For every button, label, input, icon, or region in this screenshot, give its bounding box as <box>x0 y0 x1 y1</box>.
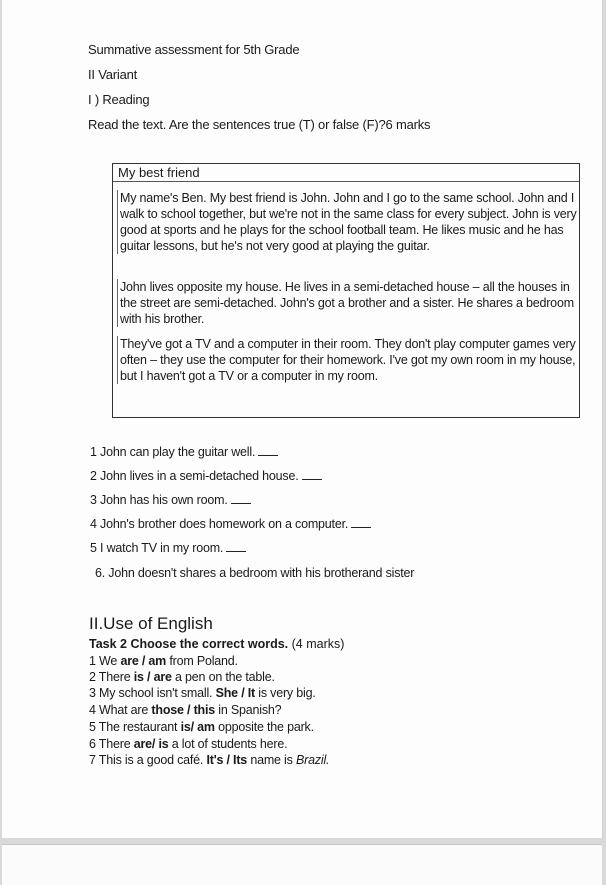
page-title: Summative assessment for 5th Grade <box>88 42 300 57</box>
section-reading-heading: I ) Reading <box>88 92 150 107</box>
answer-blank[interactable] <box>226 551 246 552</box>
reading-paragraph-1: My name's Ben. My best friend is John. John and I go to the same school. John and I walk to school together, but we're not in the same class for every subject. John is very good at sports and he plays for the school football team. He likes music and he has guitar lessons, but he's not very good at playing the guitar. <box>117 190 578 254</box>
answer-blank[interactable] <box>258 455 278 456</box>
next-page-edge <box>2 844 602 885</box>
question-3: 3 John has his own room. <box>90 493 251 507</box>
question-5: 5 I watch TV in my room. <box>90 541 246 555</box>
question-4: 4 John's brother does homework on a computer. <box>90 517 371 531</box>
reading-text-box <box>112 163 580 418</box>
question-2: 2 John lives in a semi-detached house. <box>90 469 322 483</box>
grammar-item-4: 4 What are those / this in Spanish? <box>89 703 282 717</box>
answer-blank[interactable] <box>231 503 251 504</box>
grammar-item-6: 6 There are/ is a lot of students here. <box>89 737 288 751</box>
grammar-item-7: 7 This is a good café. It's / Its name is Brazil. <box>89 753 330 767</box>
reading-title: My best friend <box>113 164 579 182</box>
reading-paragraph-2: John lives opposite my house. He lives in a semi-detached house – all the houses in the street are semi-detached. John's got a brother and a sister. He shares a bedroom with his brother. <box>117 279 578 327</box>
grammar-item-5: 5 The restaurant is/ am opposite the park. <box>89 720 314 734</box>
task-2-instruction: Task 2 Choose the correct words. (4 marks) <box>89 637 345 651</box>
section-use-of-english-heading: II.Use of English <box>89 614 213 633</box>
answer-blank[interactable] <box>351 527 371 528</box>
variant-label: II Variant <box>88 67 138 82</box>
grammar-item-2: 2 There is / are a pen on the table. <box>89 670 275 684</box>
worksheet-page <box>2 0 603 838</box>
reading-instruction: Read the text. Are the sentences true (T) or false (F)?6 marks <box>88 117 431 132</box>
grammar-item-1: 1 We are / am from Poland. <box>89 654 238 668</box>
reading-paragraph-3: They've got a TV and a computer in their room. They don't play computer games very often – they use the computer for their homework. I've got my own room in my house, but I haven't got a TV or a computer in my room. <box>117 336 578 384</box>
grammar-item-3: 3 My school isn't small. She / It is very big. <box>89 686 316 700</box>
question-1: 1 John can play the guitar well. <box>90 445 278 459</box>
question-6: 6. John doesn't shares a bedroom with his brotherand sister <box>95 566 415 580</box>
answer-blank[interactable] <box>302 479 322 480</box>
